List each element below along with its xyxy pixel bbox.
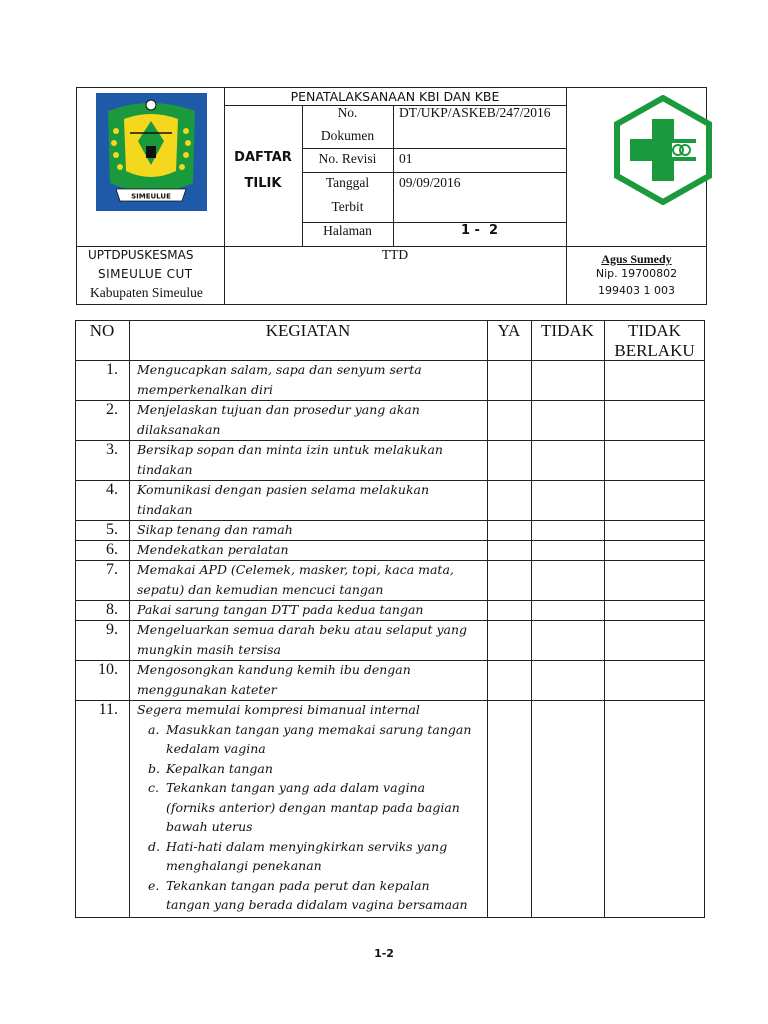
- signer-nip-1: Nip. 19700802: [595, 267, 678, 280]
- row-11-d-line-2: menghalangi penekanan: [166, 858, 322, 873]
- row-7-line-1: Memakai APD (Celemek, masker, topi, kaca mata,: [137, 562, 454, 577]
- col-header-tidak: TIDAK: [541, 321, 594, 340]
- row-5-no: 5.: [106, 521, 118, 538]
- logo-text: SIMEULUE: [131, 192, 171, 201]
- row-4-no: 4.: [106, 481, 118, 498]
- org-line1: UPTDPUSKESMAS: [88, 248, 194, 262]
- page-number: 1-2: [374, 947, 394, 960]
- row-11-a-letter: a.: [148, 721, 160, 737]
- row-3-line-1: Bersikap sopan dan minta izin untuk melakukan: [137, 442, 443, 457]
- col-header-ya: YA: [497, 321, 521, 340]
- no-dokumen-value: DT/UKP/ASKEB/247/2016: [399, 105, 551, 120]
- signer-nip-2: 199403 1 003: [598, 284, 675, 297]
- doc-type-line1: DAFTAR: [234, 150, 292, 165]
- no-dokumen-label-2: Dokumen: [320, 128, 375, 143]
- col-header-tb-2: BERLAKU: [614, 341, 695, 360]
- no-dokumen-label-1: No.: [337, 105, 358, 120]
- row-9-line-2: mungkin masih tersisa: [137, 641, 281, 657]
- col-header-tb-1: TIDAK: [628, 321, 681, 340]
- row-4-line-2: tindakan: [137, 501, 193, 517]
- halaman-value: 1 - 2: [460, 223, 499, 238]
- simeulue-logo: [94, 91, 209, 213]
- row-11-b-line-1: Kepalkan tangan: [166, 760, 273, 776]
- row-10-line-2: menggunakan kateter: [137, 681, 277, 697]
- no-revisi-label: No. Revisi: [318, 151, 377, 166]
- row-2-line-2: dilaksanakan: [137, 421, 221, 437]
- row-8-line-1: Pakai sarung tangan DTT pada kedua tangan: [137, 602, 424, 617]
- row-11-e-letter: e.: [148, 877, 160, 893]
- row-11-c-letter: c.: [148, 780, 159, 795]
- puskesmas-logo: [612, 95, 714, 205]
- row-1-no: 1.: [106, 361, 118, 378]
- row-11-e-line-2: tangan yang berada didalam vagina bersamaan: [166, 897, 468, 912]
- row-4-line-1: Komunikasi dengan pasien selama melakukan: [137, 482, 430, 497]
- row-5-line-1: Sikap tenang dan ramah: [137, 522, 293, 537]
- doc-title: PENATALAKSANAAN KBI DAN KBE: [290, 89, 500, 104]
- tanggal-label-1: Tanggal: [325, 175, 370, 190]
- row-11-intro: Segera memulai kompresi bimanual internal: [137, 702, 420, 717]
- row-11-e-line-1: Tekankan tangan pada perut dan kepalan: [166, 877, 430, 893]
- row-11-c-line-1: Tekankan tangan yang ada dalam vagina: [166, 780, 426, 795]
- halaman-label: Halaman: [323, 223, 372, 238]
- row-2-line-1: Menjelaskan tujuan dan prosedur yang akan: [137, 402, 420, 417]
- row-7-no: 7.: [106, 561, 118, 578]
- row-11-b-letter: b.: [148, 760, 160, 776]
- row-7-line-2: sepatu) dan kemudian mencuci tangan: [137, 581, 384, 597]
- row-11-no: 11.: [98, 701, 118, 718]
- row-6-line-1: Mendekatkan peralatan: [137, 542, 289, 557]
- row-9-no: 9.: [106, 621, 118, 638]
- col-header-no: NO: [89, 321, 115, 340]
- row-11-d-line-1: Hati-hati dalam menyingkirkan serviks yang: [166, 838, 448, 854]
- org-line2: SIMEULUE CUT: [98, 267, 193, 281]
- row-1-line-1: Mengucapkan salam, sapa dan senyum serta: [137, 362, 422, 377]
- row-3-line-2: tindakan: [137, 461, 193, 477]
- tanggal-label-2: Terbit: [331, 199, 364, 214]
- row-10-line-1: Mengosongkan kandung kemih ibu dengan: [137, 662, 411, 677]
- ttd-label: TTD: [381, 247, 409, 262]
- row-3-no: 3.: [106, 441, 118, 458]
- no-revisi-value: 01: [399, 151, 413, 166]
- org-line3: Kabupaten Simeulue: [90, 285, 203, 300]
- row-1-line-2: memperkenalkan diri: [137, 381, 273, 397]
- row-11-a-line-2: kedalam vagina: [166, 741, 266, 756]
- tanggal-value: 09/09/2016: [399, 175, 461, 190]
- row-11-c-line-2: (forniks anterior) dengan mantap pada bagian: [166, 799, 460, 815]
- signer-name: Agus Sumedy: [601, 252, 672, 266]
- row-11-d-letter: d.: [148, 838, 160, 854]
- row-9-line-1: Mengeluarkan semua darah beku atau selaput yang: [137, 622, 468, 637]
- row-11-c-line-3: bawah uterus: [166, 819, 253, 834]
- row-2-no: 2.: [106, 401, 118, 418]
- row-6-no: 6.: [106, 541, 118, 558]
- row-10-no: 10.: [98, 661, 118, 678]
- col-header-kegiatan: KEGIATAN: [265, 321, 351, 340]
- row-8-no: 8.: [106, 601, 118, 618]
- doc-type-line2: TILIK: [244, 176, 282, 191]
- row-11-a-line-1: Masukkan tangan yang memakai sarung tangan: [166, 721, 472, 737]
